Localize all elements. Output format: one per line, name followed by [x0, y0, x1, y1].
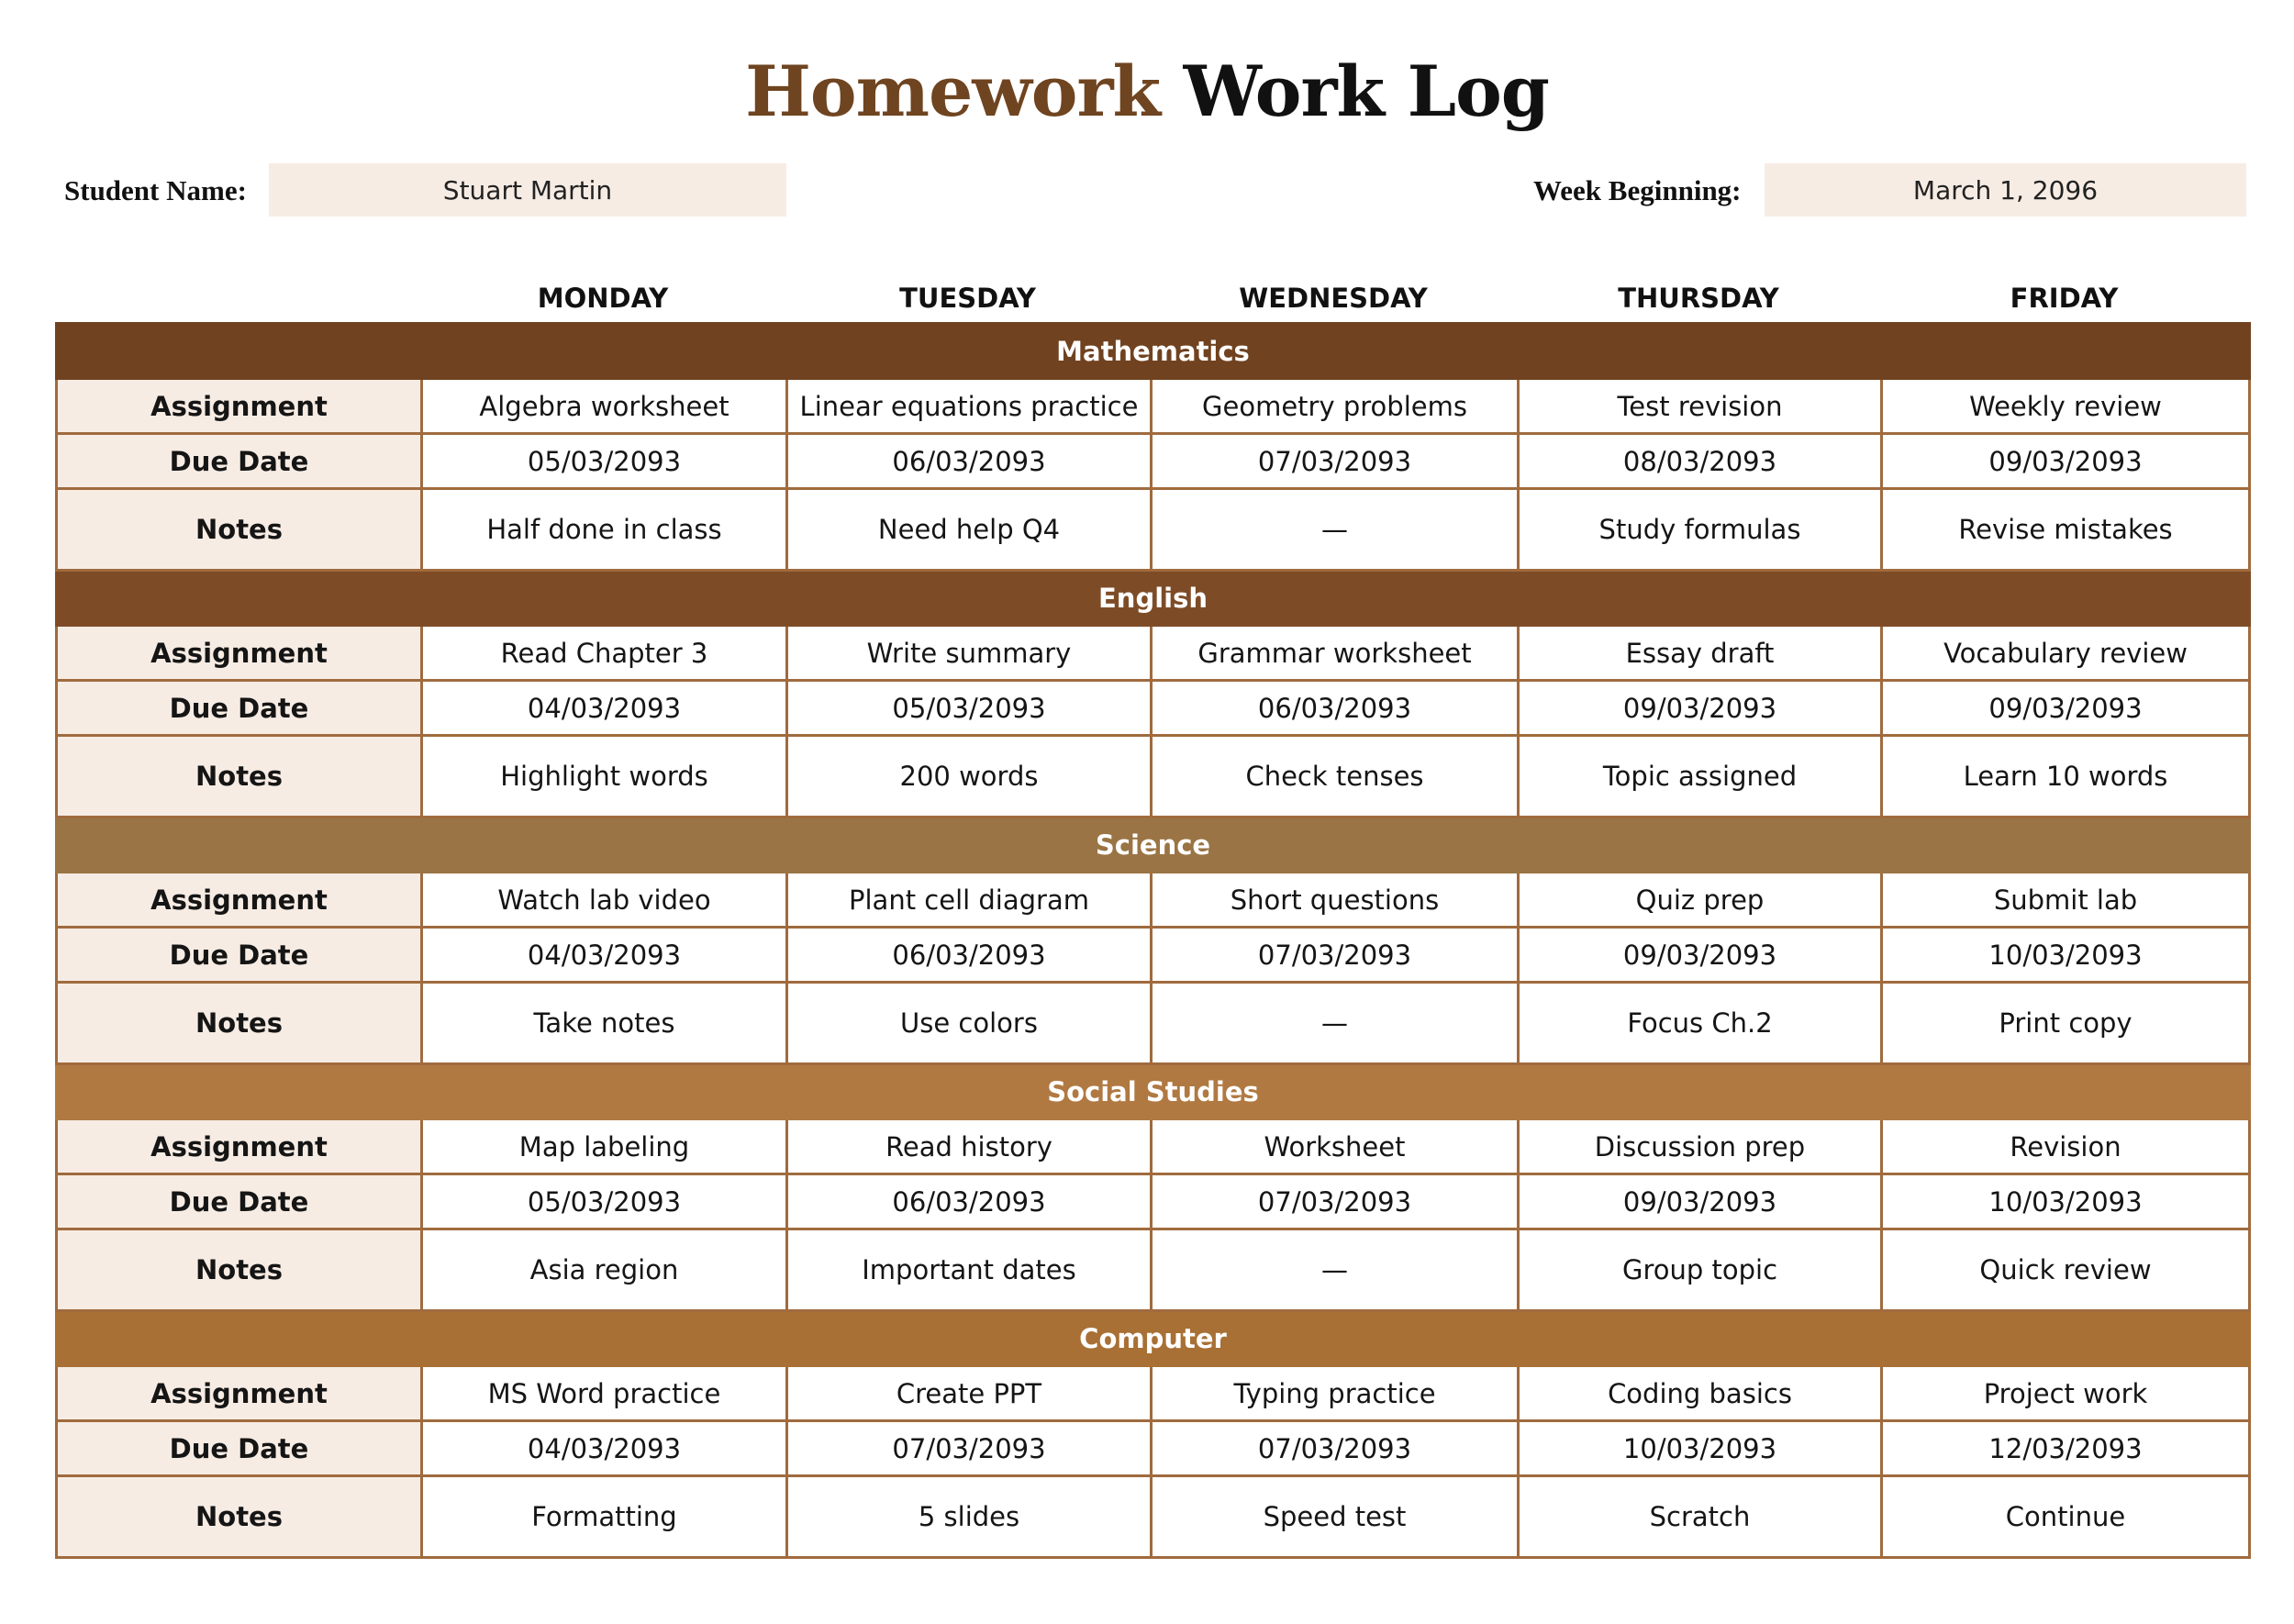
assignment-cell[interactable]: Watch lab video: [422, 873, 787, 928]
assignment-cell[interactable]: Essay draft: [1519, 626, 1882, 681]
science-notes-row: [57, 983, 2250, 1064]
assignment-cell[interactable]: Quiz prep: [1519, 873, 1882, 928]
due-date-cell[interactable]: 05/03/2093: [422, 1174, 787, 1229]
row-label-due-date: Due Date: [57, 1174, 422, 1229]
notes-cell[interactable]: Highlight words: [422, 736, 787, 818]
row-label-assignment: Assignment: [57, 626, 422, 681]
day-header-monday: MONDAY: [537, 283, 669, 314]
section-title: Social Studies: [57, 1064, 2250, 1119]
notes-cell[interactable]: Quick review: [1882, 1229, 2250, 1311]
science-due-date-row: [57, 928, 2250, 983]
week-beginning-field[interactable]: March 1, 2096: [1765, 163, 2246, 217]
row-label-notes: Notes: [57, 983, 422, 1064]
section-header-mathematics: [57, 324, 2250, 379]
notes-cell[interactable]: Use colors: [787, 983, 1152, 1064]
row-label-notes: Notes: [57, 1476, 422, 1558]
due-date-cell[interactable]: 09/03/2093: [1519, 681, 1882, 736]
english-notes-row: [57, 736, 2250, 818]
row-label-assignment: Assignment: [57, 873, 422, 928]
due-date-cell[interactable]: 04/03/2093: [422, 1421, 787, 1476]
assignment-cell[interactable]: Submit lab: [1882, 873, 2250, 928]
assignment-cell[interactable]: MS Word practice: [422, 1366, 787, 1421]
due-date-cell[interactable]: 05/03/2093: [422, 434, 787, 489]
notes-cell[interactable]: Study formulas: [1519, 489, 1882, 571]
assignment-cell[interactable]: Read Chapter 3: [422, 626, 787, 681]
due-date-cell[interactable]: 09/03/2093: [1519, 1174, 1882, 1229]
student-name-label: Student Name:: [64, 174, 247, 206]
due-date-cell[interactable]: 09/03/2093: [1519, 928, 1882, 983]
due-date-cell[interactable]: 06/03/2093: [787, 1174, 1152, 1229]
assignment-cell[interactable]: Test revision: [1519, 379, 1882, 434]
notes-cell[interactable]: Group topic: [1519, 1229, 1882, 1311]
row-label-due-date: Due Date: [57, 681, 422, 736]
notes-cell[interactable]: Important dates: [787, 1229, 1152, 1311]
title-part-2: Work Log: [1183, 50, 1549, 132]
due-date-cell[interactable]: 07/03/2093: [1152, 928, 1519, 983]
due-date-cell[interactable]: 07/03/2093: [1152, 1421, 1519, 1476]
student-name-field[interactable]: Stuart Martin: [269, 163, 786, 217]
social-studies-notes-row: [57, 1229, 2250, 1311]
social-studies-assignment-row: [57, 1119, 2250, 1174]
section-title: Mathematics: [57, 324, 2250, 379]
assignment-cell[interactable]: Algebra worksheet: [422, 379, 787, 434]
notes-cell[interactable]: Formatting: [422, 1476, 787, 1558]
mathematics-assignment-row: [57, 379, 2250, 434]
section-header-science: [57, 818, 2250, 873]
assignment-cell[interactable]: Map labeling: [422, 1119, 787, 1174]
day-header-thursday: THURSDAY: [1618, 283, 1779, 314]
computer-assignment-row: [57, 1366, 2250, 1421]
notes-cell[interactable]: Check tenses: [1152, 736, 1519, 818]
assignment-cell[interactable]: Vocabulary review: [1882, 626, 2250, 681]
notes-cell[interactable]: Learn 10 words: [1882, 736, 2250, 818]
english-due-date-row: [57, 681, 2250, 736]
assignment-cell[interactable]: Plant cell diagram: [787, 873, 1152, 928]
science-assignment-row: [57, 873, 2250, 928]
notes-cell[interactable]: 200 words: [787, 736, 1152, 818]
assignment-cell[interactable]: Coding basics: [1519, 1366, 1882, 1421]
assignment-cell[interactable]: Create PPT: [787, 1366, 1152, 1421]
homework-log-table: [55, 322, 2251, 1559]
notes-cell[interactable]: Focus Ch.2: [1519, 983, 1882, 1064]
assignment-cell[interactable]: Revision: [1882, 1119, 2250, 1174]
notes-cell[interactable]: —: [1152, 1229, 1519, 1311]
section-title: Science: [57, 818, 2250, 873]
assignment-cell[interactable]: Write summary: [787, 626, 1152, 681]
assignment-cell[interactable]: Typing practice: [1152, 1366, 1519, 1421]
title-part-1: Homework: [745, 50, 1161, 132]
assignment-cell[interactable]: Weekly review: [1882, 379, 2250, 434]
notes-cell[interactable]: Half done in class: [422, 489, 787, 571]
week-beginning-label: Week Beginning:: [1533, 174, 1742, 206]
day-header-wednesday: WEDNESDAY: [1239, 283, 1428, 314]
section-header-social-studies: [57, 1064, 2250, 1119]
notes-cell[interactable]: Need help Q4: [787, 489, 1152, 571]
assignment-cell[interactable]: Read history: [787, 1119, 1152, 1174]
due-date-cell[interactable]: 09/03/2093: [1882, 681, 2250, 736]
section-header-computer: [57, 1311, 2250, 1366]
due-date-cell[interactable]: 04/03/2093: [422, 928, 787, 983]
notes-cell[interactable]: Speed test: [1152, 1476, 1519, 1558]
row-label-assignment: Assignment: [57, 379, 422, 434]
notes-cell[interactable]: Topic assigned: [1519, 736, 1882, 818]
assignment-cell[interactable]: Short questions: [1152, 873, 1519, 928]
computer-notes-row: [57, 1476, 2250, 1558]
notes-cell[interactable]: Take notes: [422, 983, 787, 1064]
day-header-friday: FRIDAY: [2010, 283, 2119, 314]
notes-cell[interactable]: 5 slides: [787, 1476, 1152, 1558]
day-header-tuesday: TUESDAY: [899, 283, 1036, 314]
row-label-due-date: Due Date: [57, 928, 422, 983]
due-date-cell[interactable]: 09/03/2093: [1882, 434, 2250, 489]
notes-cell[interactable]: Print copy: [1882, 983, 2250, 1064]
due-date-cell[interactable]: 06/03/2093: [787, 434, 1152, 489]
notes-cell[interactable]: —: [1152, 489, 1519, 571]
notes-cell[interactable]: Asia region: [422, 1229, 787, 1311]
page-title: [0, 50, 2294, 132]
notes-cell[interactable]: Revise mistakes: [1882, 489, 2250, 571]
due-date-cell[interactable]: 10/03/2093: [1519, 1421, 1882, 1476]
social-studies-due-date-row: [57, 1174, 2250, 1229]
assignment-cell[interactable]: Geometry problems: [1152, 379, 1519, 434]
english-assignment-row: [57, 626, 2250, 681]
due-date-cell[interactable]: 05/03/2093: [787, 681, 1152, 736]
due-date-cell[interactable]: 10/03/2093: [1882, 1174, 2250, 1229]
due-date-cell[interactable]: 07/03/2093: [1152, 434, 1519, 489]
assignment-cell[interactable]: Discussion prep: [1519, 1119, 1882, 1174]
row-label-due-date: Due Date: [57, 1421, 422, 1476]
mathematics-notes-row: [57, 489, 2250, 571]
notes-cell[interactable]: Scratch: [1519, 1476, 1882, 1558]
row-label-assignment: Assignment: [57, 1119, 422, 1174]
due-date-cell[interactable]: 10/03/2093: [1882, 928, 2250, 983]
assignment-cell[interactable]: Project work: [1882, 1366, 2250, 1421]
due-date-cell[interactable]: 04/03/2093: [422, 681, 787, 736]
notes-cell[interactable]: Continue: [1882, 1476, 2250, 1558]
assignment-cell[interactable]: Grammar worksheet: [1152, 626, 1519, 681]
row-label-notes: Notes: [57, 736, 422, 818]
row-label-notes: Notes: [57, 489, 422, 571]
due-date-cell[interactable]: 08/03/2093: [1519, 434, 1882, 489]
row-label-assignment: Assignment: [57, 1366, 422, 1421]
due-date-cell[interactable]: 07/03/2093: [787, 1421, 1152, 1476]
due-date-cell[interactable]: 07/03/2093: [1152, 1174, 1519, 1229]
row-label-due-date: Due Date: [57, 434, 422, 489]
notes-cell[interactable]: —: [1152, 983, 1519, 1064]
due-date-cell[interactable]: 12/03/2093: [1882, 1421, 2250, 1476]
assignment-cell[interactable]: Worksheet: [1152, 1119, 1519, 1174]
section-header-english: [57, 571, 2250, 626]
due-date-cell[interactable]: 06/03/2093: [787, 928, 1152, 983]
section-title: Computer: [57, 1311, 2250, 1366]
section-title: English: [57, 571, 2250, 626]
mathematics-due-date-row: [57, 434, 2250, 489]
computer-due-date-row: [57, 1421, 2250, 1476]
assignment-cell[interactable]: Linear equations practice: [787, 379, 1152, 434]
row-label-notes: Notes: [57, 1229, 422, 1311]
due-date-cell[interactable]: 06/03/2093: [1152, 681, 1519, 736]
